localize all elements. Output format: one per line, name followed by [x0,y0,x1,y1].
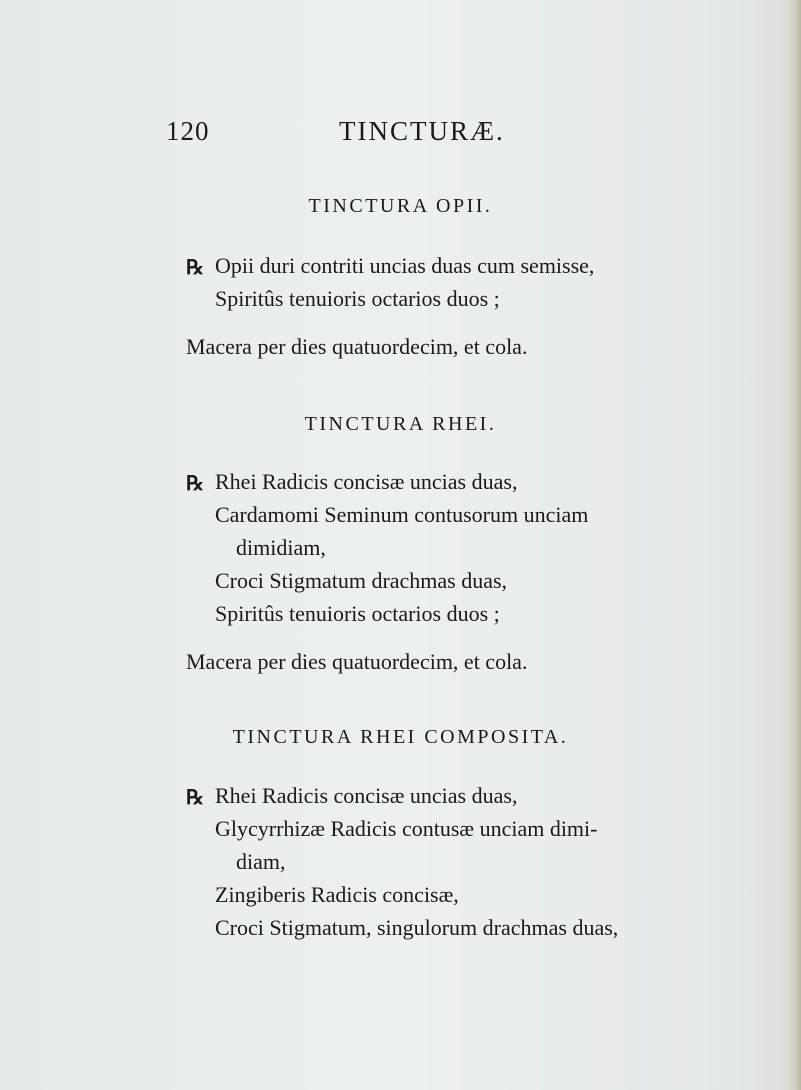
section-title-tinctura-opii: TINCTURA OPII. [308,195,493,217]
page-edge [787,0,801,1090]
ingredient-line: Glycyrrhizæ Radicis contusæ unciam dimi- [215,816,598,841]
ingredient-line: Zingiberis Radicis concisæ, [215,882,459,907]
running-title: TINCTURÆ. [339,116,505,146]
recipe-symbol: ℞ [186,473,204,495]
recipe-symbol: ℞ [186,257,204,279]
ingredient-line: Rhei Radicis concisæ uncias duas, [215,469,518,494]
page-number: 120 [166,116,210,146]
section-title-tinctura-rhei: TINCTURA RHEI. [304,413,497,435]
recipe-symbol: ℞ [186,787,204,809]
instruction-line: Macera per dies quatuordecim, et cola. [186,649,528,674]
ingredient-line: Spiritûs tenuioris octarios duos ; [215,601,500,626]
ingredient-line: Opii duri contriti uncias duas cum semisse, [215,253,595,278]
ingredient-line: Spiritûs tenuioris octarios duos ; [215,286,500,311]
instruction-line: Macera per dies quatuordecim, et cola. [186,334,528,359]
ingredient-line: dimidiam, [236,535,326,560]
running-header [0,116,801,152]
ingredient-line: Croci Stigmatum, singulorum drachmas duas, [215,915,619,940]
ingredient-line: Croci Stigmatum drachmas duas, [215,568,508,593]
ingredient-line: diam, [236,849,286,874]
section-title-tinctura-rhei-composita: TINCTURA RHEI COMPOSITA. [232,726,569,748]
ingredient-line: Rhei Radicis concisæ uncias duas, [215,783,518,808]
ingredient-line: Cardamomi Seminum contusorum unciam [215,502,589,527]
